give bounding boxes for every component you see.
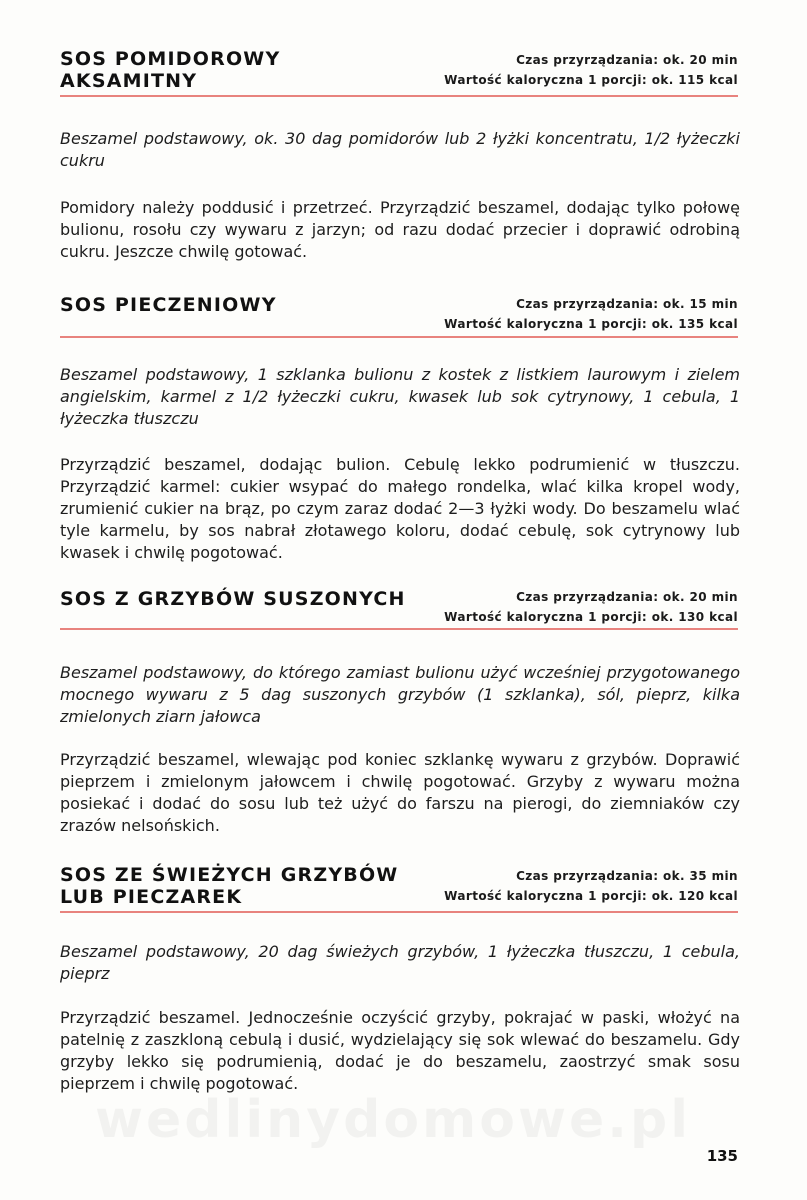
instructions: Przyrządzić beszamel. Jednocześnie oczyścić grzyby, pokrajać w paski, włożyć na patelnię z zaszkloną cebulą i dusić, wydzielający się sok wlewać do beszamelu. Gdy grzyby lekko się podrumienią, dodać je do beszamelu, zaostrzyć smak sosu pieprzem i chwilę pogotować. <box>60 1008 740 1093</box>
prep-time: Czas przyrządzania: ok. 15 min <box>516 297 738 311</box>
watermark <box>95 1090 691 1150</box>
recipe-title <box>60 588 406 610</box>
calories: Wartość kaloryczna 1 porcji: ok. 120 kcal <box>444 889 738 903</box>
divider-rule <box>60 336 738 338</box>
divider-rule <box>60 911 738 913</box>
recipe-title <box>60 48 280 92</box>
prep-time: Czas przyrządzania: ok. 35 min <box>516 869 738 883</box>
prep-time: Czas przyrządzania: ok. 20 min <box>516 590 738 604</box>
recipe-title-line: SOS Z GRZYBÓW SUSZONYCH <box>60 588 406 610</box>
ingredients: Beszamel podstawowy, 20 dag świeżych grzybów, 1 łyżeczka tłuszczu, 1 cebula, pieprz <box>60 942 740 983</box>
ingredients: Beszamel podstawowy, 1 szklanka bulionu z kostek z listkiem laurowym i zielem angielskim, karmel z 1/2 łyżeczki cukru, kwasek lub sok cytrynowy, 1 cebula, 1 łyżeczka tłuszczu <box>60 365 740 428</box>
recipe-sos-pieczeniowy <box>60 292 740 562</box>
divider-rule <box>60 628 738 630</box>
recipe-meta <box>444 587 738 627</box>
recipe-title-line: SOS POMIDOROWY <box>60 48 281 70</box>
recipe-title-line: LUB PIECZAREK <box>60 886 243 908</box>
page-number: 135 <box>706 1147 738 1165</box>
recipe-title-line: SOS PIECZENIOWY <box>60 294 277 316</box>
recipe-title-line: AKSAMITNY <box>60 70 198 92</box>
ingredients: Beszamel podstawowy, do którego zamiast bulionu użyć wcześniej przygotowanego mocnego wywaru z 5 dag suszonych grzybów (1 szklanka), sól, pieprz, kilka zmielonych ziarn jałowca <box>60 663 740 726</box>
recipe-title-line: SOS ZE ŚWIEŻYCH GRZYBÓW <box>60 864 399 886</box>
recipe-sos-pomidorowy <box>60 48 740 261</box>
prep-time: Czas przyrządzania: ok. 20 min <box>516 53 738 67</box>
instructions: Przyrządzić beszamel, wlewając pod koniec szklankę wywaru z grzybów. Doprawić pieprzem i zmielonym jałowcem i chwilę pogotować. Grzyby z wywaru można posiekać i dodać do sosu lub też użyć do farszu na pierogi, do ziemniaków czy zrazów nelsońskich. <box>60 750 740 835</box>
recipe-sos-z-grzybow-suszonych <box>60 585 740 835</box>
ingredients: Beszamel podstawowy, ok. 30 dag pomidorów lub 2 łyżki koncentratu, 1/2 łyżeczki cukru <box>60 129 740 170</box>
calories: Wartość kaloryczna 1 porcji: ok. 135 kcal <box>444 317 738 331</box>
recipe-header <box>60 48 738 100</box>
recipe-meta <box>444 294 738 334</box>
calories: Wartość kaloryczna 1 porcji: ok. 130 kcal <box>444 610 738 624</box>
recipe-meta <box>444 866 738 906</box>
instructions: Pomidory należy poddusić i przetrzeć. Przyrządzić beszamel, dodając tylko połowę bulionu, rosołu czy wywaru z jarzyn; od razu dodać przecier i doprawić odrobiną cukru. Jeszcze chwilę gotować. <box>60 198 740 261</box>
divider-rule <box>60 95 738 97</box>
recipe-header <box>60 864 738 916</box>
calories: Wartość kaloryczna 1 porcji: ok. 115 kcal <box>444 73 738 87</box>
recipe-title <box>60 294 277 316</box>
instructions: Przyrządzić beszamel, dodając bulion. Cebulę lekko podrumienić w tłuszczu. Przyrządzić karmel: cukier wsypać do małego rondelka, wlać kilka kropel wody, zrumienić cukier na brąz, po czym zaraz dodać 2—3 łyżki wody. Do beszamelu wlać tyle karmelu, by sos nabrał złotawego koloru, dodać cebulę, sok cytrynowy lub kwasek i chwilę pogotować. <box>60 455 740 562</box>
recipe-meta <box>444 50 738 90</box>
recipe-sos-ze-swiezych-grzybow <box>60 864 740 1093</box>
recipe-title <box>60 864 398 908</box>
